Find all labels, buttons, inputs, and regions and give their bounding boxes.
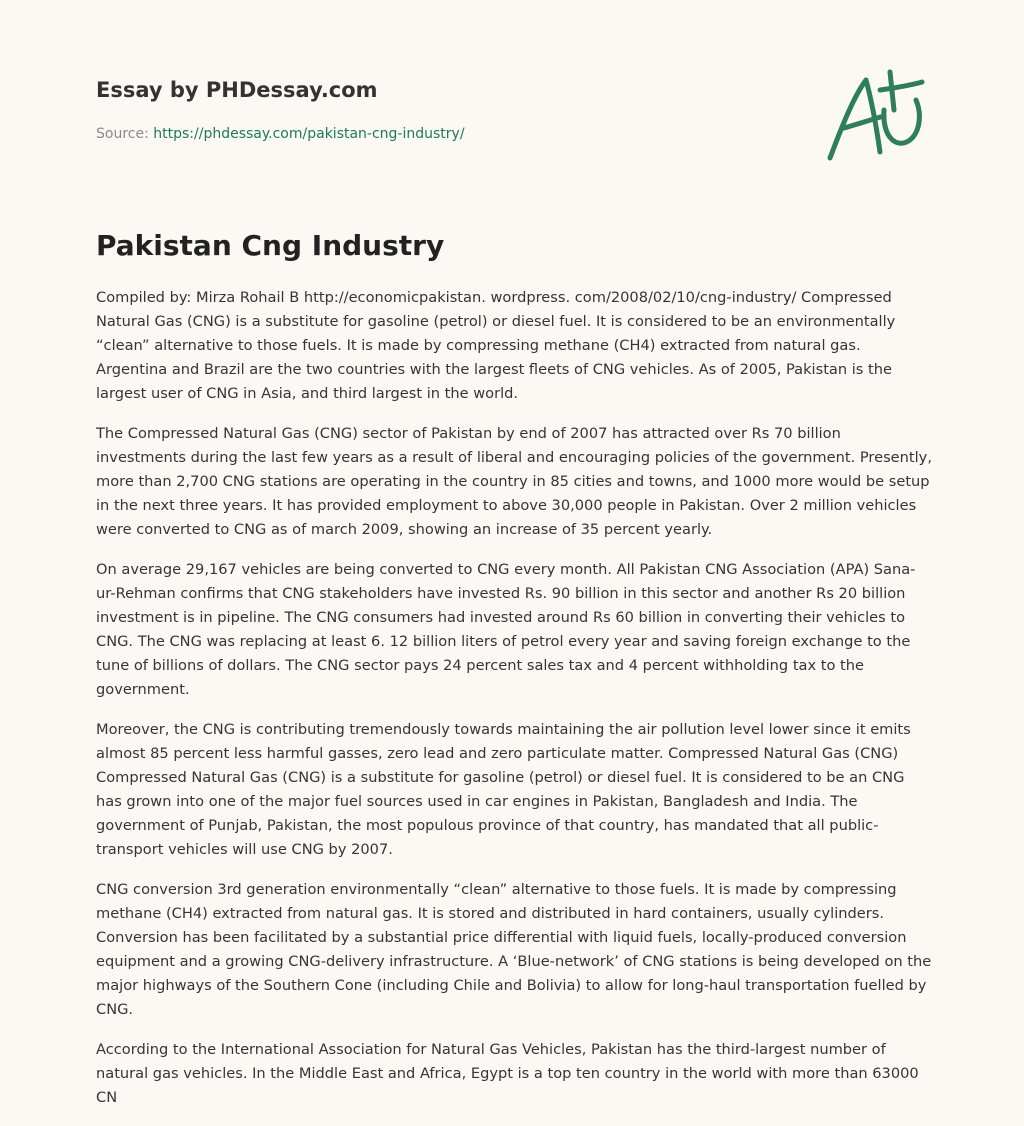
article-paragraph: CNG conversion 3rd generation environmentally “clean” alternative to those fuels. It is made by compressing methane (CH4) extracted from natural gas. It is stored and distributed in hard containers, usually cylinders. Conversion has been facilitated by a substantial price differential with liquid fuels, locally-produced conversion equipment and a growing CNG-delivery infrastructure. A ‘Blue-network’ of CNG stations is being developed on the major highways of the Southern Cone (including Chile and Bolivia) to allow for long-haul transportation fuelled by CNG. xyxy=(96,881,932,1018)
article-body xyxy=(96,286,932,1126)
article-title: Pakistan Cng Industry xyxy=(96,229,445,262)
page-header xyxy=(96,76,776,144)
source-label: Source: xyxy=(96,126,149,142)
source-link[interactable]: https://phdessay.com/pakistan-cng-industry/ xyxy=(153,126,465,142)
article-paragraph: The Compressed Natural Gas (CNG) sector of Pakistan by end of 2007 has attracted over Rs 70 billion investments during the last few years as a result of liberal and encouraging policies of the government. Presently, more than 2,700 CNG stations are operating in the country in 85 cities and towns, and 1000 more would be setup in the next three years. It has provided employment to above 30,000 people in Pakistan. Over 2 million vehicles were converted to CNG as of march 2009, showing an increase of 35 percent yearly. xyxy=(96,425,932,538)
a-plus-grade-icon xyxy=(820,66,930,166)
article-paragraph: Compiled by: Mirza Rohail B http://economicpakistan. wordpress. com/2008/02/10/cng-industry/ Compressed Natural Gas (CNG) is a substitute for gasoline (petrol) or diesel fuel. It is considered to be an environmentally “clean” alternative to those fuels. It is made by compressing methane (CH4) extracted from natural gas. Argentina and Brazil are the two countries with the largest fleets of CNG vehicles. As of 2005, Pakistan is the largest user of CNG in Asia, and third largest in the world. xyxy=(96,289,896,402)
site-brand: Essay by PHDessay.com xyxy=(96,78,378,102)
source-line xyxy=(96,124,776,144)
article-paragraph: Moreover, the CNG is contributing tremendously towards maintaining the air pollution level lower since it emits almost 85 percent less harmful gasses, zero lead and zero particulate matter. Compressed Natural Gas (CNG) Compressed Natural Gas (CNG) is a substitute for gasoline (petrol) or diesel fuel. It is considered to be an CNG has grown into one of the major fuel sources used in car engines in Pakistan, Bangladesh and India. The government of Punjab, Pakistan, the most populous province of that country, has mandated that all public-transport vehicles will use CNG by 2007. xyxy=(96,721,911,858)
article-paragraph: On average 29,167 vehicles are being converted to CNG every month. All Pakistan CNG Association (APA) Sana-ur-Rehman confirms that CNG stakeholders have invested Rs. 90 billion in this sector and another Rs 20 billion investment is in pipeline. The CNG consumers had invested around Rs 60 billion in converting their vehicles to CNG. The CNG was replacing at least 6. 12 billion liters of petrol every year and saving foreign exchange to the tune of billions of dollars. The CNG sector pays 24 percent sales tax and 4 percent withholding tax to the government. xyxy=(96,561,916,698)
article-paragraph: According to the International Association for Natural Gas Vehicles, Pakistan has the third-largest number of natural gas vehicles. In the Middle East and Africa, Egypt is a top ten country in the world with more than 63000 CN xyxy=(96,1041,919,1106)
